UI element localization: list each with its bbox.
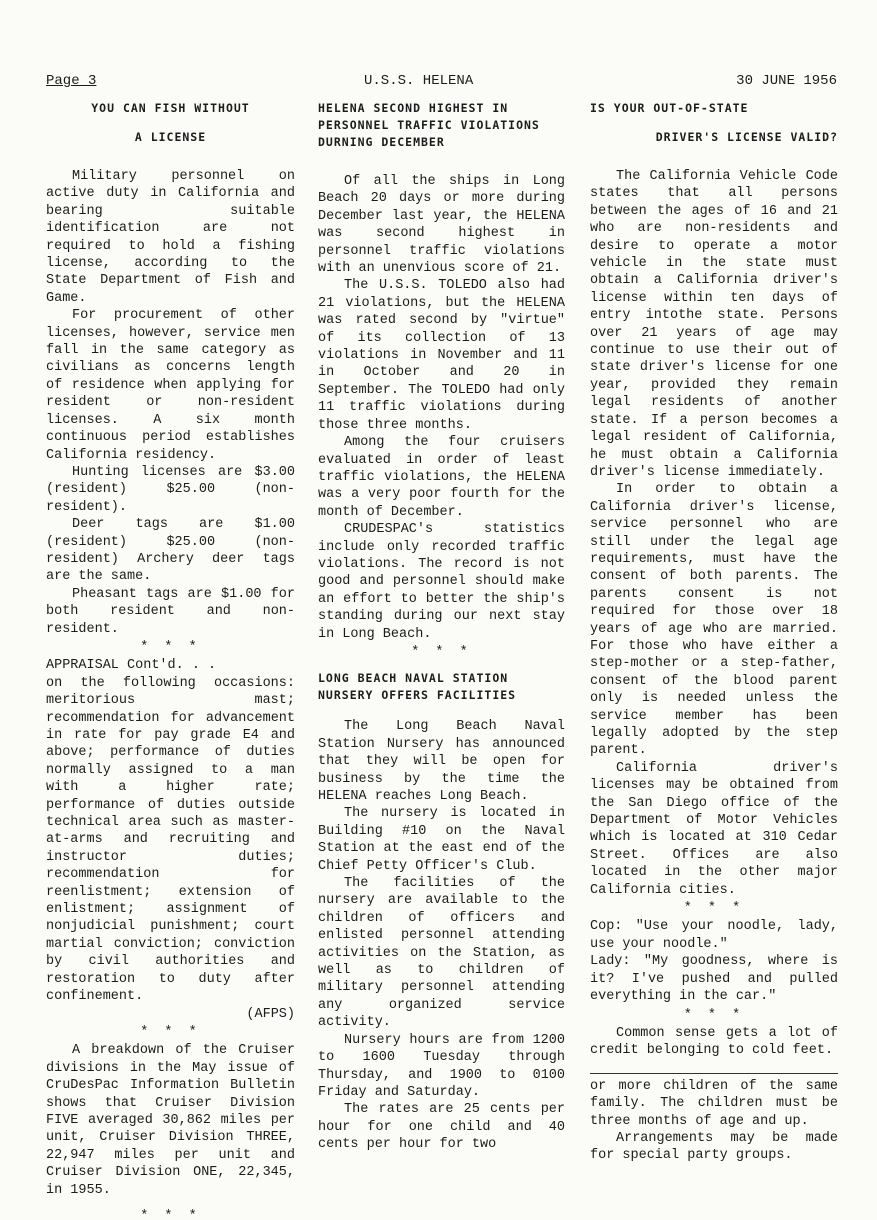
paragraph: Arrangements may be made for special party groups. [590, 1130, 838, 1164]
heading-line-2: A LICENSE [134, 130, 207, 144]
section-divider: * * * [683, 1007, 745, 1023]
page-number: Page 3 [46, 73, 97, 89]
paragraph: California driver's licenses may be obtained from the San Diego office of the Department of Motor Vehicles which is located at 310 Cedar Street. Offices are also located in the other major California cities. [590, 760, 838, 898]
paragraph: In order to obtain a California driver's license, service personnel who are still under the legal age requirements, must have the consent of both parents. The parents consent is not required for those over 18 years of age who are married. For those who have either a step-mother or a step-father, consent of the blood parent only is needed unless the service member has been legally adopted by the step parent. [590, 482, 838, 759]
section-divider: * * * [140, 639, 201, 655]
paragraph: A breakdown of the Cruiser divisions in the May issue of CruDesPac Information Bulletin shows that Cruiser Division FIVE averaged 30,862 miles per unit, Cruiser Division THREE, 22,947 miles per unit and Cruiser Division ONE, 22,345, in 1955. [46, 1043, 295, 1198]
section-divider: * * * [411, 644, 472, 660]
paragraph: The facilities of the nursery are available to the children of officers and enlisted personnel attending activities on the Station, as well as to children of military personnel attending any organized service activity. [318, 876, 565, 1031]
section-divider: * * * [683, 901, 745, 917]
joke-line: Cop: "Use your noodle, lady, use your noodle." [590, 919, 838, 952]
paragraph: The California Vehicle Code states that all persons between the ages of 16 and 21 who are non-residents and desire to operate a motor vehicle in the state must obtain a California driver's license within ten days of entry intothe state. Persons over 21 years of age may continue to use their out of state driver's license for one year, provided they remain legal residents of another state. If a person becomes a legal resident of California, he must obtain a California driver's license immediately. [590, 169, 838, 480]
paragraph: Military personnel on active duty in California and bearing suitable identification are not required to hold a fishing license, according to the State Department of Fish and Game. [46, 169, 295, 306]
source-credit: (AFPS) [246, 1006, 295, 1022]
paragraph: Hunting licenses are $3.00 (resident) $25.00 (non-resident). [46, 464, 295, 515]
publication-title: U.S.S. HELENA [364, 73, 474, 89]
column-2 [318, 100, 565, 1154]
issue-date: 30 JUNE 1956 [736, 73, 837, 89]
page-header [46, 73, 837, 93]
paragraph: Nursery hours are from 1200 to 1600 Tuesday through Thursday, and 1900 to 0100 Friday and Saturday. [318, 1032, 565, 1100]
paragraph: Deer tags are $1.00 (resident) $25.00 (non-resident) Archery deer tags are the same. [46, 517, 295, 585]
paragraph: on the following occasions: meritorious mast; recommendation for advancement in rate for pay grade E4 and above; performance of duties normally assigned to a man with a higher rate; performance of duties outside technical area such as master-at-arms and recruiting and instructor duties; recommendation for reenlistment; extension of enlistment; assignment of nonjudicial punishment; court martial conviction; conviction by civil authorities and restoration to duty after confinement. [46, 675, 295, 1005]
article-heading-license [590, 100, 838, 146]
column-1 [46, 100, 295, 1220]
paragraph: The U.S.S. TOLEDO also had 21 violations, but the HELENA was rated second by "virtue" of its collection of 13 violations in November and 11 in October and 20 in September. The TOLEDO had only 11 traffic violations during those three months. [318, 278, 565, 433]
paragraph: The nursery is located in Building #10 on the Naval Station at the east end of the Chief Petty Officer's Club. [318, 806, 565, 874]
article-heading-nursery: LONG BEACH NAVAL STATION NURSERY OFFERS FACILITIES [318, 671, 517, 703]
continuation-heading: APPRAISAL Cont'd. . . [46, 658, 217, 674]
heading-line-2: DRIVER'S LICENSE VALID? [655, 130, 838, 144]
divider-rule [590, 1073, 838, 1074]
paragraph: Common sense gets a lot of credit belonging to cold feet. [590, 1025, 838, 1059]
paragraph: Of all the ships in Long Beach 20 days or more during December last year, the HELENA was second highest in personnel traffic violations with an unenvious score of 21. [318, 174, 565, 277]
section-divider: * * * [140, 1024, 201, 1040]
column-3 [590, 100, 838, 1165]
article-heading-fishing [46, 100, 295, 146]
paragraph: CRUDESPAC's statistics include only recorded traffic violations. The record is not good and personnel should make an effort to better the ship's standing during our next stay in Long Beach. [318, 522, 565, 642]
article-heading-traffic: HELENA SECOND HIGHEST IN PERSONNEL TRAFFIC VIOLATIONS DURNING DECEMBER [318, 101, 540, 149]
heading-line-1: YOU CAN FISH WITHOUT [91, 101, 250, 115]
paragraph: Pheasant tags are $1.00 for both resident and non-resident. [46, 586, 295, 637]
paragraph: or more children of the same family. The children must be three months of age and up. [590, 1078, 838, 1129]
paragraph: For procurement of other licenses, however, service men fall in the same category as civilians as concerns length of residence when applying for resident or non-resident licenses. A six month continuous period establishes California residency. [46, 308, 295, 463]
paragraph: Among the four cruisers evaluated in order of least traffic violations, the HELENA was a very poor fourth for the month of December. [318, 435, 565, 520]
paragraph: The Long Beach Naval Station Nursery has announced that they will be open for business by the time the HELENA reaches Long Beach. [318, 719, 565, 804]
joke-line: Lady: "My goodness, where is it? I've pushed and pulled everything in the car." [590, 954, 838, 1005]
heading-line-1: IS YOUR OUT-OF-STATE [590, 101, 749, 115]
paragraph: The rates are 25 cents per hour for one child and 40 cents per hour for two [318, 1102, 565, 1153]
section-divider: * * * [140, 1208, 201, 1220]
